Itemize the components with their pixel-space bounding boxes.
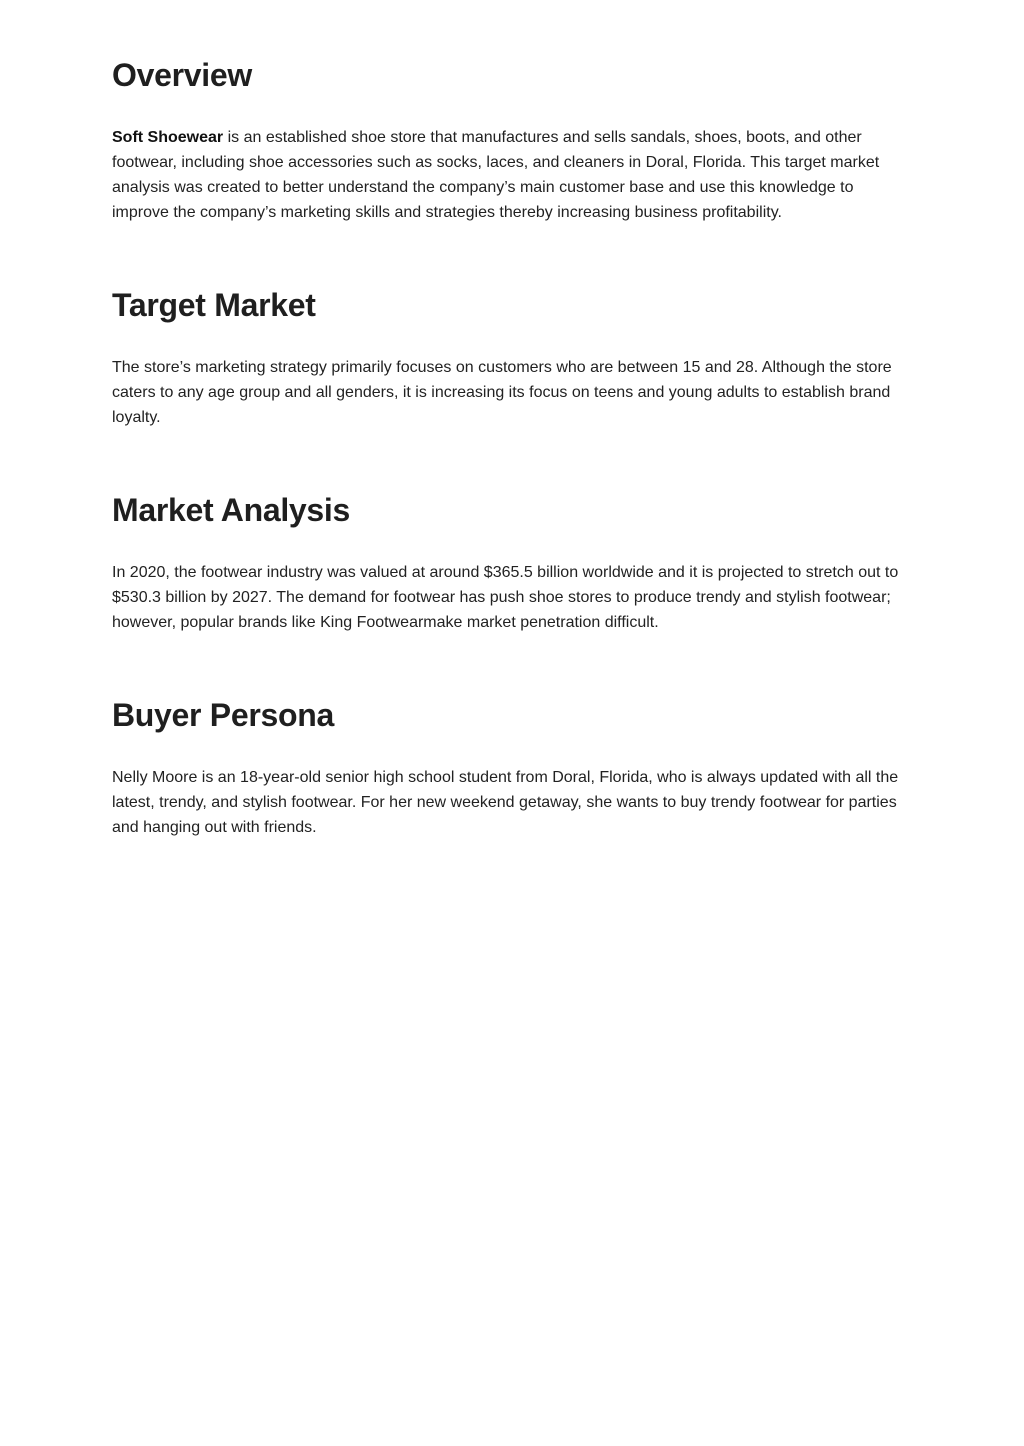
market-analysis-paragraph: In 2020, the footwear industry was valued at around $365.5 billion worldwide and it is projected to stretch out to $530.3 billion by 2027. The demand for footwear has push shoe stores to produce trendy and stylish footwear; however, popular brands like King Footwearmake market penetration difficult. <box>112 564 899 631</box>
company-name: Soft Shoewear <box>112 129 224 146</box>
target-market-heading: Target Market <box>112 287 316 323</box>
overview-text: is an established shoe store that manufactures and sells sandals, shoes, boots, and other footwear, including shoe accessories such as socks, laces, and cleaners in Doral, Florida. This target market analysis was created to better understand the company’s main customer base and use this knowledge to improve the company’s marketing skills and strategies thereby increasing business profitability. <box>112 129 880 221</box>
overview-heading: Overview <box>112 57 252 93</box>
buyer-persona-paragraph: Nelly Moore is an 18-year-old senior high school student from Doral, Florida, who is always updated with all the latest, trendy, and stylish footwear. For her new weekend getaway, she wants to buy trendy footwear for parties and hanging out with friends. <box>112 769 899 836</box>
buyer-persona-heading: Buyer Persona <box>112 697 334 733</box>
target-market-paragraph: The store’s marketing strategy primarily focuses on customers who are between 15 and 28. Although the store caters to any age group and all genders, it is increasing its focus on teens and young adults to establish brand loyalty. <box>112 359 892 426</box>
overview-paragraph <box>112 125 912 225</box>
market-analysis-heading: Market Analysis <box>112 492 350 528</box>
